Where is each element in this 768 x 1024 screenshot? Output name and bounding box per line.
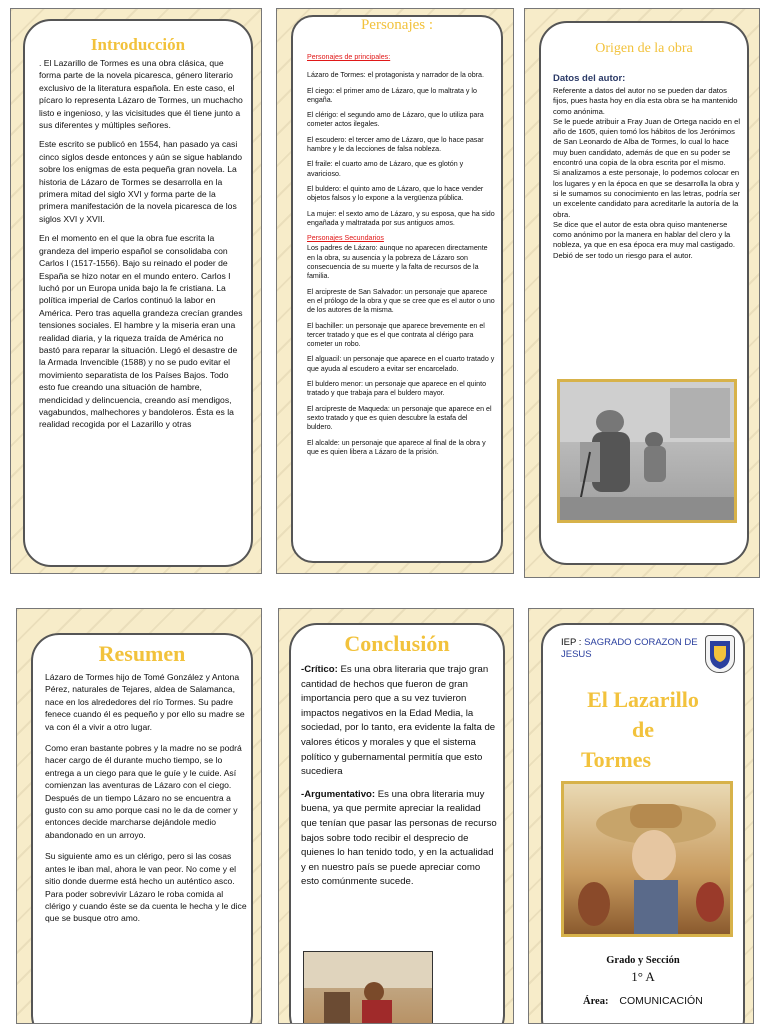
paragraph: Como eran bastante pobres y la madre no se podrá hacer cargo de él durante mucho tiempo, se lo entrega a un ciego para que le guíe y le cuide. Así comienzan las aventuras de Lázaro con el ciego. Después de un tiempo Lázaro no se encuentra a gusto con su amo porque casi no le da de comer y entonces decide marcharse dejándole medio abandonado en un arroyo. [45,743,242,840]
area-row [583,995,703,1007]
section-title: Conclusión [344,631,450,656]
section-title: Personajes : [360,17,434,33]
paragraph: . El Lazarillo de Tormes es una obra clásica, que forma parte de la novela picaresca, género literario exclusivo de la literatura española. En este caso, el pícaro lo representa Lázaro de Tormes, un muchacho listo e ingenioso, y las vicisitudes que él tiene junto a sus diferentes y múltiples señores. [39,58,243,131]
list-item: El alguacil: un personaje que aparece en el cuarto tratado y que ayuda al escudero a evitar ser encarcelado. [307,355,495,373]
section-title: Resumen [98,641,186,666]
list-item: El ciego: el primer amo de Lázaro, que lo maltrata y lo engaña. [307,86,477,104]
list-item: El fraile: el cuarto amo de Lázaro, que es glotón y avaricioso. [307,160,464,178]
subheading: Personajes Secundarios [307,234,384,243]
card-personajes [291,15,503,563]
subheading: Personajes de principales: [307,53,391,61]
critico-label: -Crítico: [301,664,338,675]
card-origen [539,21,749,565]
book-title [543,685,743,775]
origen-text [553,73,743,261]
panel-resumen [16,608,262,1024]
school-header [561,637,701,661]
list-item: El bachiller: un personaje que aparece brevemente en el tercer tratado y que es el que contrata al clérigo para cometer un robo. [307,321,485,349]
list-item: El arcipreste de Maqueda: un personaje que aparece en el sexto tratado y que es quien descubre la estafa del buldero. [307,404,492,432]
illustration-drawing [564,784,730,934]
book-title-line: de [632,717,654,742]
panel-conclusion [278,608,514,1024]
critico-paragraph [301,663,499,780]
intro-text [39,57,245,438]
panel-origen [524,8,760,578]
area-label: Área: [583,996,609,1007]
critico-text: Es una obra literaria que trajo gran cantidad de hechos que fueron de gran importancia pero que a su vez tuvieron impactos negativos en la Edad Media, la sociedad, por lo tanto, era evidente la falta de valores éticos y morales y que el sistema político y gubernamental permitía que esto sucediera [301,664,496,778]
iep-label: IEP : [561,637,582,648]
list-item: El clérigo: el segundo amo de Lázaro, que lo utiliza para cometer actos ilegales. [307,111,484,129]
paragraph: Este escrito se publicó en 1554, han pasado ya casi cinco siglos desde entonces y aún se sigue hablando sobre los enigmas de esta pequeña gran novela. La historia de Lázaro de Tormes se desarrolla en la primera mitad del siglo XVI y forma parte de la primera manifestación de la novela picaresca de los siglos XVI y XVII. [39,139,243,224]
area-value: COMUNICACIÓN [619,995,703,1007]
subheading: Datos del autor: [553,73,626,84]
card-conclusion [289,623,505,1024]
list-item: El buldero menor: un personaje que aparece en el quinto tratado y que trabaja para el buldero mayor. [307,380,487,398]
shield-icon [706,636,734,672]
paragraph: Referente a datos del autor no se pueden dar datos fijos, pues hasta hoy en día esta obra se ha mantenido como anónima. [553,86,738,116]
grado-value: 1° A [631,969,655,984]
conclusion-text [301,663,499,890]
argumentativo-text: Es una obra literaria muy buena, ya que permite apreciar la realidad que tenían que pasar las personas de recurso bajos sobre todo recibir el desprecio de quienes lo han tenido todo, y en la actualidad y en nuestro país se puede apreciar como esto comúnmente sucede. [301,788,497,888]
card-portada [541,623,745,1024]
personajes-text [307,53,495,463]
school-name: SAGRADO CORAZON DE JESUS [561,637,698,660]
card-introduccion [23,19,253,567]
argumentativo-label: -Argumentativo: [301,788,376,800]
illustration-painting [303,951,433,1024]
paragraph: En el momento en el que la obra fue escrita la grandeza del imperio español se consolidaba con Carlos I (1517-1556). Bajo su reinado el poder de España se hizo notar en el mundo entero. Carlos I luchó por un Europa unida bajo la fe cristiana. La política imperial de Carlos continuó la labor en América. Pero tras aquella grandeza crecían grandes tensiones sociales. El hambre y la miseria eran una realidad diaria, y la riqueza traída de América no bastó para reparar la situación. Llegó el desastre de la Armada Invencible (1588) y no se pudo evitar el movimiento separatista de los Países Bajos. Todo esto fue creando una situación de hambre, mendicidad y delincuencia, creando así mendigos, vagabundos, malhechores y bandoleros. Ésta es la realidad recogida por el Lazarillo y otras [39,233,243,430]
panel-introduccion [10,8,262,574]
resumen-text [45,671,249,932]
list-item: Los padres de Lázaro: aunque no aparecen directamente en la obra, su ausencia y la pobreza de Lázaro son consecuencia de su muerte y la falta de recursos de la familia. [307,244,488,281]
paragraph: Su siguiente amo es un clérigo, pero si las cosas antes le iban mal, ahora le van peor. No come y el sitio donde duerme está hecho un auténtico asco. Para poder sobrevivir Lázaro le roba comida al clérigo y cuando éste se da cuenta le hecha y le dice que se busque otro amo. [45,851,247,924]
list-item: El buldero: el quinto amo de Lázaro, que lo hace vender objetos falsos y lo expone a la vergüenza pública. [307,184,484,203]
paragraph: Lázaro de Tormes hijo de Tomé González y Antona Pérez, naturales de Tejares, aldea de Salamanca, nace en los alrededores del río Tormes. Su padre fenece cuando él es pequeño y por ello su madre se va con él a vivir a otro lugar. [45,672,245,732]
school-logo [705,635,735,673]
card-resumen [31,633,253,1024]
panel-portada [528,608,754,1024]
paragraph: Si analizamos a este personaje, lo podemos colocar en los lugares y en la época en que se desarrolla la obra y si le sumamos su conocimiento en las letras, podría ser un excelente candidato para acreditarle la autoría de la obra. [553,168,740,219]
paragraph: Se dice que el autor de esta obra quiso mantenerse como anónimo por la manera en hablar del clero y la nobleza, ya que en esa época era muy mal castigado. Debió de ser todo un riesgo para el autor. [553,219,735,260]
illustration-blind-man-and-boy [557,379,737,523]
illustration-drawing [560,382,734,520]
illustration-drawing [304,952,432,1024]
section-title: Introducción [90,35,186,54]
list-item: El alcalde: un personaje que aparece al final de la obra y que es quien libera a Lázaro de la prisión. [307,438,486,456]
list-item: El escudero: el tercer amo de Lázaro, que lo hace pasar hambre y le da lecciones de falsa nobleza. [307,135,484,154]
cover-illustration-boy [561,781,733,937]
panel-personajes [276,8,514,574]
argumentativo-paragraph [301,788,499,890]
book-title-line: Tormes [581,747,652,772]
paragraph: Se le puede atribuir a Fray Juan de Ortega nacido en el año de 1605, quien tomó los hábitos de los Jerónimos de San Leonardo de Alba de Tormes, lo cual lo hace muy buen candidato, además de que en su poder se encontró una copia de la obra escrita por el mismo. [553,116,741,168]
section-title: Origen de la obra [595,41,693,56]
list-item: La mujer: el sexto amo de Lázaro, y su esposa, que ha sido engañada y maltratada por sus antiguos amos. [307,209,495,227]
grado-label: Grado y Sección [606,955,680,966]
book-title-line: El Lazarillo [587,687,699,712]
list-item: El arcipreste de San Salvador: un personaje que aparece en el prólogo de la obra y que se cree que es el autor o uno de los autores de la misma. [307,287,495,315]
list-item: Lázaro de Tormes: el protagonista y narrador de la obra. [307,71,484,80]
